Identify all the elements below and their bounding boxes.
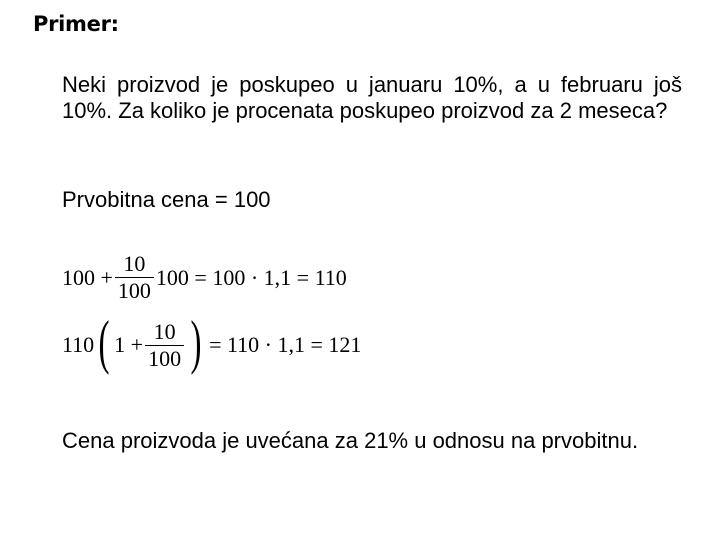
- eq1-numerator: 10: [123, 251, 146, 276]
- right-paren: ): [190, 309, 202, 375]
- eq2-one-plus: 1 +: [114, 332, 144, 357]
- base-price-text: Prvobitna cena = 100: [62, 187, 271, 212]
- left-paren: (: [98, 309, 110, 375]
- problem-text: Neki proizvod je poskupeo u januaru 10%, a u februaru još 10%. Za koliko je procenata poskupeo proizvod za 2 meseca?: [62, 72, 682, 123]
- equation-february: [62, 309, 362, 375]
- conclusion-text: Cena proizvoda je uvećana za 21% u odnosu na prvobitnu.: [62, 428, 639, 453]
- equation-january: [62, 252, 347, 303]
- example-heading: Primer:: [33, 12, 119, 36]
- eq2-denominator: 100: [145, 345, 184, 371]
- eq2-fraction: [145, 320, 184, 371]
- eq1-fraction: [115, 252, 154, 303]
- eq1-denominator: 100: [115, 277, 154, 303]
- eq1-lhs: 100 +: [62, 264, 113, 290]
- eq2-numerator: 10: [153, 318, 176, 344]
- eq2-factor: 110: [62, 332, 95, 357]
- eq1-rhs: 100 = 100 · 1,1 = 110: [155, 264, 347, 290]
- eq2-rhs: = 110 · 1,1 = 121: [209, 332, 362, 357]
